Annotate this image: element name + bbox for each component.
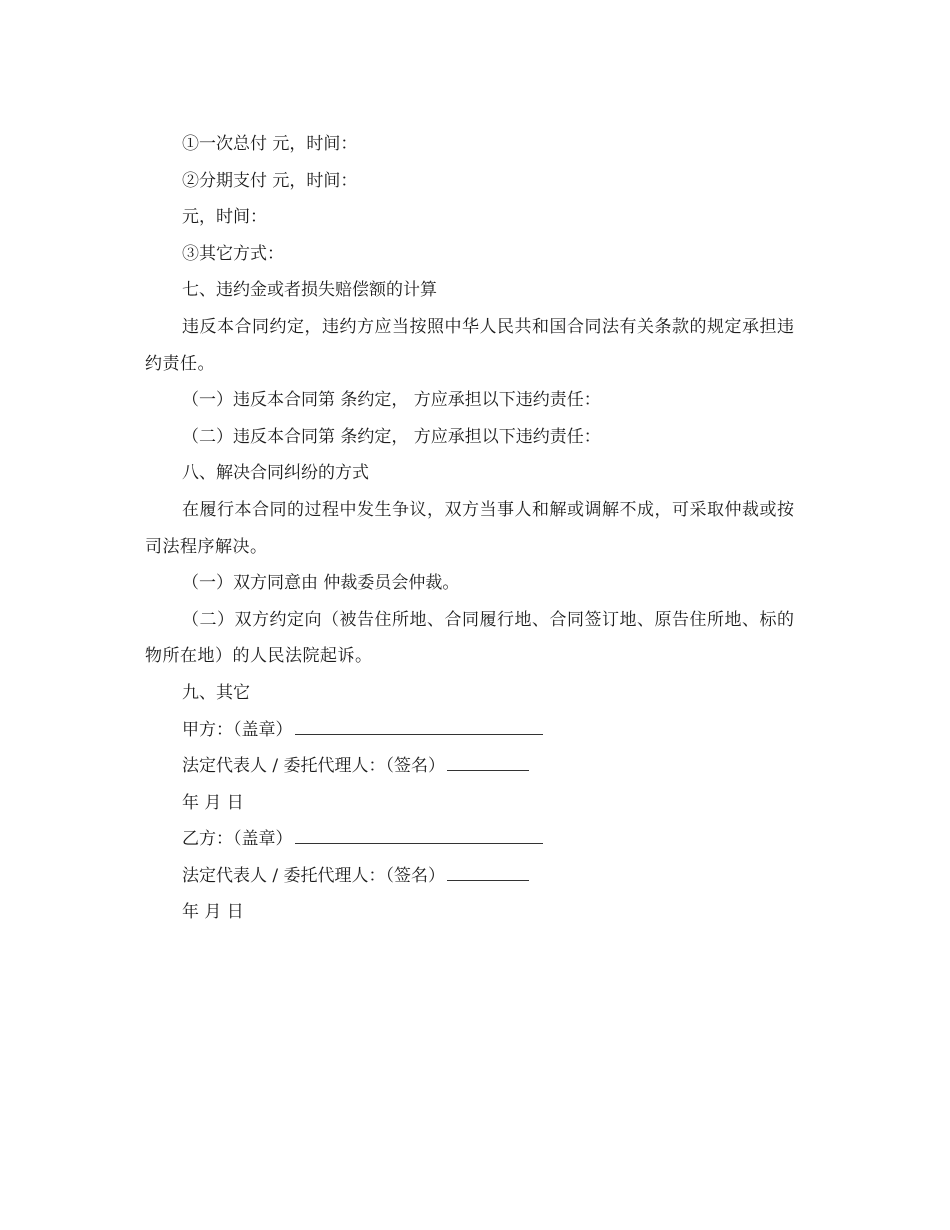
party-a-seal-line: [145, 712, 805, 749]
party-b-rep-line: [145, 858, 805, 895]
party-a-date: 年 月 日: [182, 792, 244, 813]
party-a-signature-blank: [447, 752, 529, 771]
party-a-label: 甲方：（盖章）: [182, 719, 293, 740]
party-b-signature-blank: [447, 862, 529, 881]
section-8-body: 在履行本合同的过程中发生争议，双方当事人和解或调解不成，可采取仲裁或按司法程序解决。: [145, 499, 795, 557]
section-7-title: 七、违约金或者损失赔偿额的计算: [182, 280, 437, 301]
party-b-seal-blank: [295, 825, 543, 844]
party-b-seal-line: [145, 821, 805, 858]
party-a-rep-line: [145, 748, 805, 785]
section-7-body: 违反本合同约定，违约方应当按照中华人民共和国合同法有关条款的规定承担违约责任。: [145, 316, 795, 374]
section-7-item-2: （二）违反本合同第 条约定， 方应承担以下违约责任：: [182, 426, 601, 447]
party-a-rep-label: 法定代表人 / 委托代理人：（签名）: [182, 756, 446, 777]
payment-option-2: ②分期支付 元，时间：: [182, 170, 358, 191]
party-a-seal-blank: [295, 716, 543, 735]
party-b-rep-label: 法定代表人 / 委托代理人：（签名）: [182, 865, 446, 886]
payment-option-3: ③其它方式：: [182, 243, 284, 264]
section-8-item-1: （一）双方同意由 仲裁委员会仲裁。: [182, 573, 460, 594]
payment-option-1: ①一次总付 元，时间：: [182, 134, 358, 154]
document-body: [145, 126, 805, 931]
section-8-item-2: （二）双方约定向（被告住所地、合同履行地、合同签订地、原告住所地、标的物所在地）的人民法院起诉。: [145, 609, 795, 667]
party-b-date: 年 月 日: [182, 902, 244, 923]
section-7-item-1: （一）违反本合同第 条约定， 方应承担以下违约责任：: [182, 390, 601, 411]
payment-option-2-continued: 元，时间：: [182, 207, 267, 228]
party-b-label: 乙方：（盖章）: [182, 829, 293, 850]
section-9-title: 九、其它: [182, 682, 250, 703]
section-8-title: 八、解决合同纠纷的方式: [182, 463, 369, 484]
